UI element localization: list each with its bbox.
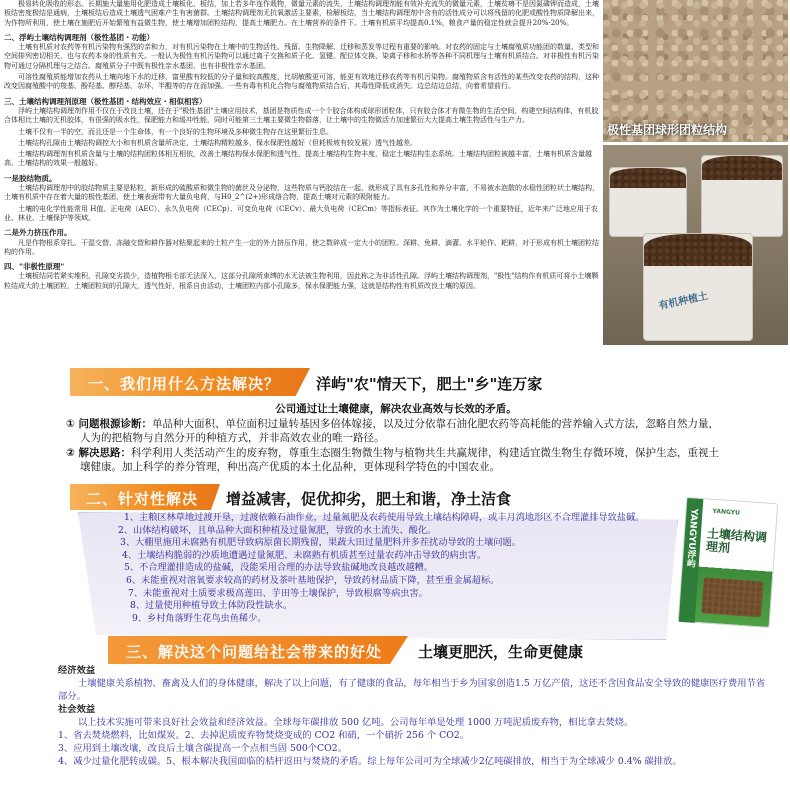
item-label: ② 解决思路：: [66, 447, 132, 459]
section1-item-diagnosis: [66, 417, 726, 445]
list-item: 3、大棚里施用未腐熟有机肥导致病原菌长期残留，果蔬大田过量肥料并多茬扰动导致的土壤问题。: [120, 537, 521, 549]
list-item: 4、土壤结构脆弱的沙质地遭遇过量氮肥、未腐熟有机质甚至过量农药冲击导致的病虫害。: [122, 549, 487, 561]
item-text: 科学利用人类活动产生的废弃物，尊重生态圈生物微生物与植物共生共赢规律，构建适宜微生物生存微环境，保护生态，重视土壤健康。加上科学的养分管理，种出高产优质的本土化品种，更体现科学特色的中国农业。: [80, 447, 720, 473]
section2-title: 二、针对性解决: [86, 490, 199, 508]
paragraph-aggregates: 土壤结构调理剂有机质含量与土壤的结构团粒体相互相依，改善土壤结构保水保肥和透气性，提高土壤结构生物丰度，稳定土壤结构生态系统。土壤结构团粒被越丰富，土壤有机质含量越高，土壤结构的效果一般越好。: [4, 150, 592, 168]
soil-bag: [609, 167, 687, 237]
paragraph-pores: 土壤结构孔隙由土壤结构调控大小和有机质含量所决定，土壤结构精粒越多，保水保肥性越好（但耗极坡有较发展）透气性越差。: [18, 138, 417, 147]
package-brand: YANGYU: [712, 507, 741, 517]
benefit-point: 1、省去焚烧燃料，比如煤炭。2、去掉泥质废弃物焚烧变成的 CO2 和硝，一个硝折 256 个 CO2。: [58, 730, 470, 741]
section2-list: [84, 512, 674, 625]
section3-slogan: 土壤更肥沃，生命更健康: [418, 643, 584, 661]
paragraph-principle: 浮屿土壤结构调理剂作用不仅在于改良土壤，还在于"极性基团"土壤应用技术，基团是物质性成一个个胶合体构成球形团粒体，只有胶合体才有微生物的生活空间，构建空间结构体，有机胶合体相比土壤的无机胶体，有很强的吸水性，保肥能力和缓冲性能，同时可能第三土壤主要微生物群落，让土壤中的生物微活力加速繁衍大大提高土壤生物活性与生产力。: [4, 106, 599, 125]
item-label: ① 问题根源诊断：: [66, 418, 153, 430]
soil-bag: [643, 233, 753, 341]
list-item: 8、过量使用种植导致土体防段性缺水。: [130, 600, 293, 612]
heading-binding: 一是胶结物质。: [4, 173, 57, 183]
heading-polar-groups: 二、浮屿土壤结构调理剂（极性基团・功能）: [4, 32, 154, 42]
heading-principle: 三、土壤结构调理剂原理（极性基团・结构效应・相似相容）: [4, 96, 207, 106]
section1-body: [66, 402, 726, 474]
paragraph-binding: 土壤结构调理剂中的胶结物质主要是粘粒，新形成的硫酸质和微生物的菌丝及分泌物，这些物质与钙胶结在一起，就形成了具有多孔性和养分丰富，不易被水泡散的水稳性团粒状土壤结构，土壤有机质中存在着大量的极性基团，使土壤表面带有大量负电荷，与H0_2^(2+)形成络合物，提高土壤对元素的吸附能力。: [4, 184, 599, 202]
benefit-point: 4、减少过量化肥转成碳。5、根本解决我国面临的桔杆返田与焚烧的矛盾。综上每年公司可为全球减少2亿吨碳排放，相当于为全球减少 0.4% 碳排放。: [58, 756, 682, 767]
section1-banner: [70, 368, 790, 398]
package-spine: [679, 498, 704, 623]
section1-item-approach: [66, 446, 726, 474]
economic-benefit-heading: 经济效益: [58, 665, 96, 676]
intro-region: [0, 0, 790, 345]
list-item: 1、主粮区林草地过渡开垦，过渡依赖石油作业，过量氮肥及农药使用导致土壤结构障碍，或丰月湾地形区不合理灌排导致盐碱。: [124, 512, 645, 523]
bag-label: 有机种植土: [657, 290, 710, 313]
section1-slogan: 洋屿"农"情天下，肥土"乡"连万家: [316, 375, 543, 393]
section2-banner: [70, 484, 790, 514]
heading-compression: 二是外力挤压作用。: [4, 228, 72, 238]
section3-banner: [108, 636, 788, 666]
soil-bags-photo: [603, 145, 788, 345]
social-benefit-text: 以上技术实施可带来良好社会效益和经济效益。全球每年碳排放 500 亿吨。公司每年单是处理 1000 万吨泥质废弃物，相比拿去焚烧。: [78, 717, 634, 728]
list-item: 5、不合理灌排造成的盐碱，没能采用合理的办法导致盐碱地改良越改越糟。: [124, 562, 434, 574]
intro-text: [4, 0, 604, 293]
section1-title: 一、我们用什么方法解决？: [88, 375, 281, 393]
package-title: 土壤结构调理剂: [705, 526, 768, 556]
product-package: [678, 497, 778, 628]
package-side-text: YANGYU浮屿: [684, 508, 699, 568]
economic-benefit-text: 土壤健康关系植物、畜禽及人们的身体健康，解决了以上问题，有了健康的食品，每年相当于乡为国家创造1.5 万亿产值，这还不含因食品安全导致的健康医疗费用节省部分。: [58, 678, 766, 702]
soil-bag: [701, 155, 783, 237]
item-text: 单品种大面积、单位面积过量转基因多倍体嫁接，以及过分依靠石油化肥农药等高耗能的营养输入式方法，忽略自然力量，人为的把植物与自然分开的种植方式，并非高效农业的唯一路径。: [80, 418, 720, 444]
social-benefit-heading: 社会效益: [58, 704, 96, 715]
list-item: 2、山体结构破坏，且单品种大面积种植及过量氮肥，导致的水土流失、酸化。: [118, 524, 437, 536]
section1-lead: 公司通过让土壤健康，解决农业高效与长效的矛盾。: [275, 403, 517, 415]
benefit-point: 3、应用到土壤改壤，改良后土壤含碳提高一个点相当固 500个CO2。: [58, 743, 347, 754]
list-item: 7、未能重视对土质要求极高莲田、芋田等土壤保护，导致根腐等病虫害。: [128, 587, 428, 599]
paragraph-living-soil: 土壤不仅有一半的空，而且还是一个生命体，有一个良好的生物环境及多种微生物存在这里繁衍生息。: [18, 127, 333, 136]
package-soil-image: [701, 577, 763, 617]
section3-title: 三、解决这个问题给社会带来的好处: [126, 643, 383, 661]
list-item: 6、未能重视对溶氧要求较高的药材及茶叶基地保护，导致药材品质下降，甚至重金属超标。: [126, 574, 500, 586]
section3-body: [58, 664, 768, 768]
heading-nonpolar: 四、"非极性原理": [4, 262, 65, 272]
paragraph-compression: 凡是作物根系穿扎、干湿交替、冻融交替和耕作器对粘聚起来的土粒产生一定的外力挤压作用，使之数碎成一定大小的团粒。深耕、免耕、滴灌、水平轮作、耙耕，对于形成有机土壤团粒结构的作用。: [4, 238, 599, 256]
soil-granule-photo: [603, 0, 788, 142]
list-item: 9、乡村角落野生花鸟虫鱼稀少。: [132, 612, 267, 624]
paragraph-humus: 可溶性腐殖质能增加农药从土壤向地下水的迁移，富里酸有较低的分子量和较高酸度，比胡敏酸更可溶，能更有效地迁移农药等有机污染物。腐殖物质含有活性的某些改变农药的结构，这种改变因腐殖酸中的羧基、酚羟基、醇羟基、杂环、半醌等的存在而加强。一些有毒有机化合物与腐殖物质结合后，其毒性降低或消失。边总结边总结，向着希望前行。: [4, 73, 599, 91]
section2-slogan: 增益减害，促优抑劣，肥土和谐，净土洁食: [226, 490, 512, 508]
paragraph-electrochem: 土壤的电化学性能常用 H值、正电荷（AEC）、永久负电荷（CECp）、可变负电荷（CECv）、最大负电荷（CECm）等指标表征。其作为土壤化学的一个重要特征，近年来广泛地应用于农业、林业、土壤保护等领域。: [4, 204, 598, 222]
intro-paragraph: 极易转化吸收的形态。长期施大量施用化肥造成土壤板化、板结，加上若多年连作栽物，微量元素的流失，土壤结构调理剂能有效补充流失的微量元素，土壤贫瘠不是因氮磷钾而造成，土壤板结密度极结是通病，土壤板结后造成土壤透气困难产生有害菌群。土壤结构调理剂无抗氧激活主要素，检解板结，当土壤结构调理剂中含有的活性成分可以将残留的化肥或酸性物质降解出来，为作物所利用，使土壤在施肥后开始繁殖有益微生物，使土壤增加团粒结构，提高土壤肥力。在土壤营养的条件下。土壤有机质平均提高0.1%，粮食产量的稳定性就会提升20%-20%。: [4, 0, 599, 27]
paragraph-nonpolar: 土壤板结同若紧实堆积，孔隙变劣损少，造植物根毛部无法深入，这部分孔隙所束缚的水无法被生物利用，因此称之为非活性孔隙。浮屿土壤结构调理剂，"极性"结构作有机质可将小土壤颗粒结成大的土壤团粒，土壤团粒间的孔隙大，透气性好，根系自由活动，土壤团粒内部小孔隙多，保水保肥能力强，这就是结构性有机质改良土壤的原因。: [4, 272, 599, 290]
paragraph-polar-groups: 土壤有机质对农药等有机污染物有强烈的亲和力，对有机污染物在土壤中的生物活性、残留、生物降解、迁移和蒸发等过程有重要的影响。对农药的固定与土壤腐殖质功能团的数量、类型和空间排列密切相关，也与农药本身的性质有关。一般认为极性有机污染物可以通过离子交换和质子化、氢键、配位体交换、染离子移和水桥等各种不同机理与土壤有机质结合。对非极性有机污染物可通过分隔机理与之结合。腐殖质分子中既有极性亲水基团，也有非极性亲水基团。: [4, 43, 599, 70]
photo-caption: 极性基团球形团粒结构: [607, 123, 728, 137]
